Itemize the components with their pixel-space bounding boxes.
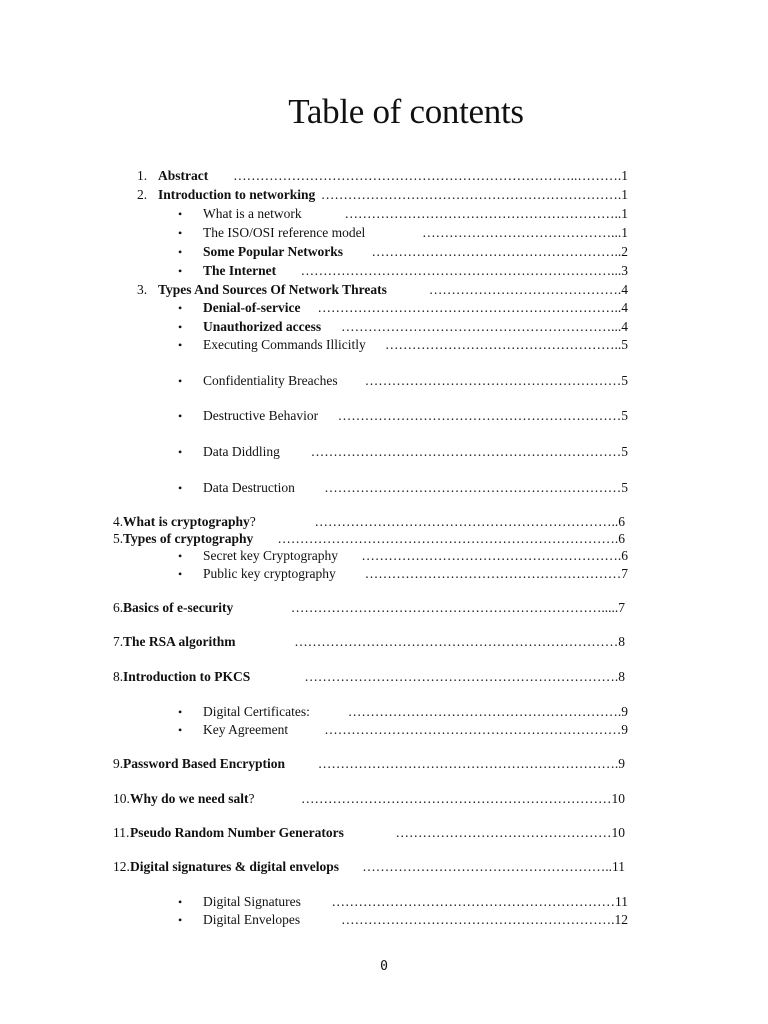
toc-number: 1. — [137, 168, 148, 183]
toc-number: 12. — [113, 859, 130, 874]
toc-leader-and-page: ………………………………………………………………….6 — [277, 531, 625, 546]
toc-number: 11. — [113, 825, 130, 840]
bullet-icon: • — [178, 705, 183, 719]
bullet-icon: • — [178, 226, 183, 240]
toc-leader-and-page: …………………………………………………5 — [364, 373, 628, 388]
toc-title-text: Basics of e-security — [123, 600, 234, 615]
toc-title-text: Key Agreement — [203, 722, 289, 737]
toc-title-suffix: ? — [249, 514, 256, 529]
bullet-icon: • — [178, 913, 183, 927]
toc-number: 5. — [113, 531, 124, 546]
toc-title — [203, 911, 300, 929]
toc-title-text: What is a network — [203, 206, 302, 221]
toc-entry — [113, 599, 625, 617]
toc-leader-and-page: ………………………………………………………………8 — [294, 634, 625, 649]
toc-number: 6. — [113, 600, 124, 615]
toc-title-text: Digital Certificates: — [203, 704, 310, 719]
toc-title — [203, 479, 295, 497]
toc-title — [203, 336, 366, 354]
toc-number: 3. — [137, 282, 148, 297]
toc-entry — [113, 633, 625, 651]
toc-title — [203, 565, 336, 583]
toc-title — [158, 281, 387, 299]
bullet-icon: • — [178, 895, 183, 909]
toc-title-text: Digital Signatures — [203, 894, 301, 909]
toc-leader-and-page: ……………………………………………………………5 — [310, 444, 628, 459]
toc-title — [123, 513, 256, 531]
toc-entry — [113, 513, 625, 531]
toc-leader-and-page: ……………………………………………..5 — [385, 337, 628, 352]
toc-title-suffix: ? — [248, 791, 255, 806]
page-number: 0 — [380, 959, 388, 974]
toc-leader-and-page: ………………………………………………..11 — [362, 859, 625, 874]
toc-title — [123, 599, 233, 617]
toc-title — [203, 443, 280, 461]
toc-number: 4. — [113, 514, 124, 529]
toc-title-text: Secret key Cryptography — [203, 548, 338, 563]
toc-number: 10. — [113, 791, 130, 806]
toc-title — [203, 243, 343, 261]
toc-subentry — [178, 479, 628, 497]
toc-number: 9. — [113, 756, 124, 771]
bullet-icon: • — [178, 264, 183, 278]
toc-leader-and-page: ………………………………………………………5 — [337, 408, 628, 423]
toc-title — [203, 893, 301, 911]
toc-leader-and-page: …………………………………………………………….8 — [304, 669, 625, 684]
toc-title — [203, 224, 365, 242]
toc-title-text: Destructive Behavior — [203, 408, 319, 423]
toc-title-text: Denial-of-service — [203, 300, 301, 315]
toc-entry — [137, 281, 628, 299]
toc-title-text: The RSA algorithm — [123, 634, 236, 649]
toc-title — [203, 205, 302, 223]
toc-title-text: Introduction to PKCS — [123, 669, 251, 684]
toc-subentry — [178, 372, 628, 390]
toc-title-text: Public key cryptography — [203, 566, 336, 581]
toc-title — [130, 858, 339, 876]
toc-title — [203, 262, 276, 280]
toc-subentry — [178, 336, 628, 354]
bullet-icon: • — [178, 301, 183, 315]
toc-entry — [137, 167, 628, 185]
toc-leader-and-page: ………………………………………………………….9 — [317, 756, 625, 771]
toc-leader-and-page: …………………………………………………………………..……….1 — [233, 168, 628, 183]
toc-subentry — [178, 262, 628, 280]
toc-entry — [113, 790, 625, 808]
toc-leader-and-page: ……………………………………………………..1 — [344, 206, 628, 221]
toc-subentry — [178, 721, 628, 739]
bullet-icon: • — [178, 374, 183, 388]
toc-subentry — [178, 243, 628, 261]
toc-leader-and-page: ……………………………………………………………...3 — [300, 263, 628, 278]
toc-subentry — [178, 318, 628, 336]
bullet-icon: • — [178, 723, 183, 737]
toc-title-text: Pseudo Random Number Generators — [130, 825, 344, 840]
toc-leader-and-page: …………………………………………………………9 — [324, 722, 628, 737]
toc-entry — [113, 668, 625, 686]
toc-entry — [113, 530, 625, 548]
toc-title — [203, 318, 321, 336]
bullet-icon: • — [178, 207, 183, 221]
toc-title — [158, 167, 208, 185]
toc-title-text: Digital signatures & digital envelops — [130, 859, 340, 874]
bullet-icon: • — [178, 445, 183, 459]
toc-title-text: Unauthorized access — [203, 319, 322, 334]
toc-title — [123, 668, 250, 686]
toc-subentry — [178, 205, 628, 223]
toc-number: 2. — [137, 187, 148, 202]
toc-entry — [113, 824, 625, 842]
toc-title — [158, 186, 315, 204]
toc-title-text: Why do we need salt — [130, 791, 249, 806]
toc-title — [203, 407, 318, 425]
toc-leader-and-page: ……………………………………...1 — [422, 225, 628, 240]
toc-subentry — [178, 565, 628, 583]
toc-number: 8. — [113, 669, 124, 684]
toc-title-text: Confidentiality Breaches — [203, 373, 338, 388]
toc-entry — [113, 858, 625, 876]
toc-title-text: The Internet — [203, 263, 277, 278]
toc-title-text: Types And Sources Of Network Threats — [158, 282, 387, 297]
bullet-icon: • — [178, 567, 183, 581]
toc-title — [123, 633, 236, 651]
toc-title — [203, 547, 338, 565]
toc-leader-and-page: …………………………………………………7 — [364, 566, 628, 581]
toc-leader-and-page: ……………………………………………………………10 — [301, 791, 625, 806]
toc-subentry — [178, 299, 628, 317]
bullet-icon: • — [178, 481, 183, 495]
toc-leader-and-page: …………………………………………………………..6 — [314, 514, 625, 529]
toc-number: 7. — [113, 634, 124, 649]
toc-title-text: Executing Commands Illicitly — [203, 337, 366, 352]
toc-leader-and-page: …………………………………………10 — [395, 825, 625, 840]
toc-title-text: The ISO/OSI reference model — [203, 225, 366, 240]
bullet-icon: • — [178, 409, 183, 423]
toc-title-text: Introduction to networking — [158, 187, 316, 202]
bullet-icon: • — [178, 245, 183, 259]
toc-title — [203, 299, 300, 317]
toc-leader-and-page: ………………………………………………….6 — [361, 548, 628, 563]
toc-title-text: Abstract — [158, 168, 209, 183]
toc-leader-and-page: …………………………………………………………..4 — [317, 300, 628, 315]
toc-title-text: Some Popular Networks — [203, 244, 343, 259]
toc-leader-and-page: ……………………………………………………...4 — [341, 319, 628, 334]
toc-title-text: Types of cryptography — [123, 531, 254, 546]
toc-leader-and-page: ………………………………………………..2 — [371, 244, 628, 259]
toc-leader-and-page: …………………………………………………….9 — [347, 704, 628, 719]
toc-title — [123, 530, 253, 548]
toc-subentry — [178, 911, 628, 929]
page-title: Table of contents — [288, 92, 524, 131]
toc-subentry — [178, 703, 628, 721]
toc-subentry — [178, 547, 628, 565]
toc-entry — [113, 755, 625, 773]
toc-leader-and-page: ………………………………………………………….1 — [320, 187, 628, 202]
bullet-icon: • — [178, 320, 183, 334]
toc-subentry — [178, 893, 628, 911]
toc-title-text: Password Based Encryption — [123, 756, 286, 771]
toc-title — [203, 703, 310, 721]
toc-title — [130, 790, 255, 808]
toc-title-text: Data Destruction — [203, 480, 295, 495]
toc-subentry — [178, 407, 628, 425]
toc-title-text: Digital Envelopes — [203, 912, 301, 927]
toc-subentry — [178, 443, 628, 461]
toc-title-text: What is cryptography — [123, 514, 250, 529]
toc-title — [203, 721, 288, 739]
toc-leader-and-page: …………………………………………………………….....7 — [290, 600, 625, 615]
toc-leader-and-page: …………………………………….4 — [428, 282, 628, 297]
bullet-icon: • — [178, 338, 183, 352]
toc-leader-and-page: …………………………………………………….12 — [341, 912, 628, 927]
toc-title-text: Data Diddling — [203, 444, 280, 459]
toc-leader-and-page: ………………………………………………………11 — [331, 894, 628, 909]
toc-leader-and-page: …………………………………………………………5 — [324, 480, 628, 495]
bullet-icon: • — [178, 549, 183, 563]
toc-subentry — [178, 224, 628, 242]
toc-entry — [137, 186, 628, 204]
toc-title — [203, 372, 338, 390]
toc-title — [123, 755, 285, 773]
toc-title — [130, 824, 344, 842]
